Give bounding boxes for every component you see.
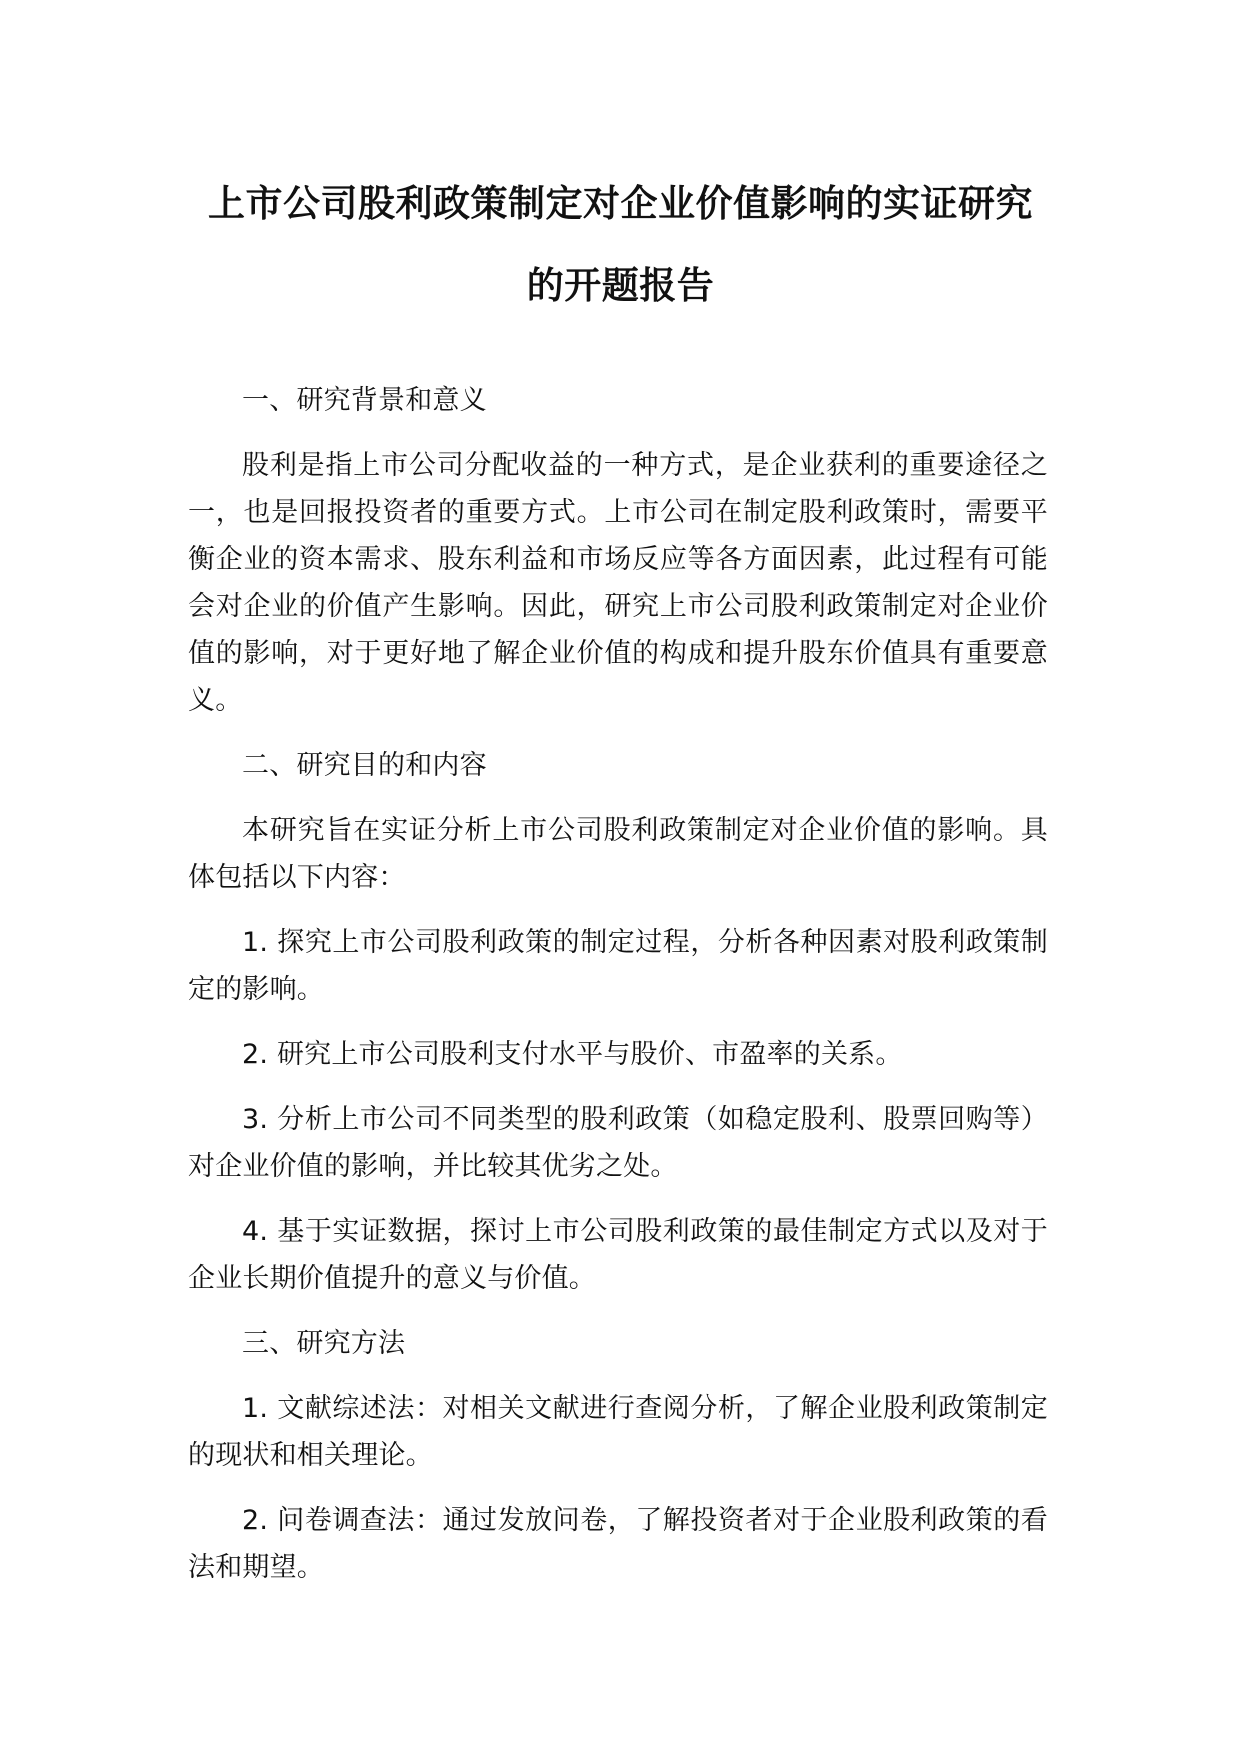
list-item-content-1: 1. 探究上市公司股利政策的制定过程，分析各种因素对股利政策制定的影响。 [188,927,1048,1005]
paragraph-purpose: 本研究旨在实证分析上市公司股利政策制定对企业价值的影响。具体包括以下内容： [188,815,1048,893]
document-body [188,377,1048,1591]
paragraph-background: 股利是指上市公司分配收益的一种方式，是企业获利的重要途径之一，也是回报投资者的重要方式。上市公司在制定股利政策时，需要平衡企业的资本需求、股东利益和市场反应等各方面因素，此过程有可能会对企业的价值产生影响。因此，研究上市公司股利政策制定对企业价值的影响，对于更好地了解企业价值的构成和提升股东价值具有重要意义。 [188,450,1048,716]
section-heading-purpose: 二、研究目的和内容 [242,750,487,781]
list-item-content-2: 2. 研究上市公司股利支付水平与股价、市盈率的关系。 [242,1039,903,1070]
document-title-line-1: 上市公司股利政策制定对企业价值影响的实证研究 [208,182,1033,225]
list-item-content-4: 4. 基于实证数据，探讨上市公司股利政策的最佳制定方式以及对于企业长期价值提升的意义与价值。 [188,1216,1048,1294]
section-heading-background: 一、研究背景和意义 [242,385,487,416]
document-title-line-2: 的开题报告 [526,264,715,307]
list-item-content-3: 3. 分析上市公司不同类型的股利政策（如稳定股利、股票回购等）对企业价值的影响，并比较其优劣之处。 [188,1104,1048,1182]
list-item-method-2: 2. 问卷调查法：通过发放问卷，了解投资者对于企业股利政策的看法和期望。 [188,1505,1048,1583]
list-item-method-1: 1. 文献综述法：对相关文献进行查阅分析，了解企业股利政策制定的现状和相关理论。 [188,1393,1048,1471]
section-heading-methods: 三、研究方法 [242,1328,406,1359]
